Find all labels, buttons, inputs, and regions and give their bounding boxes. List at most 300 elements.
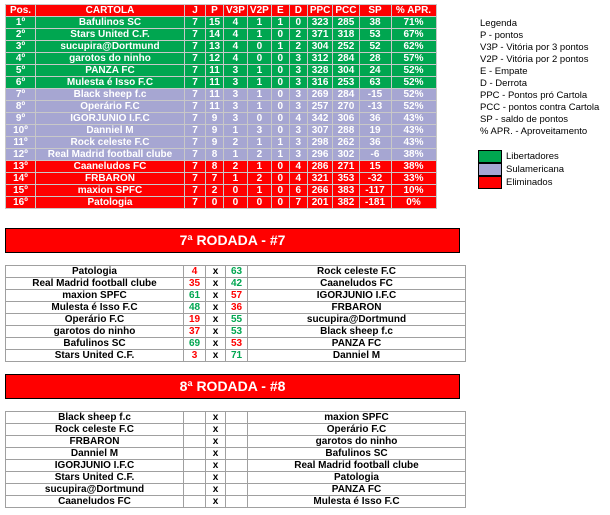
- stat-cell: 262: [333, 137, 359, 149]
- stat-cell: 63: [359, 77, 391, 89]
- stat-cell: 342: [307, 113, 333, 125]
- stat-cell: 1: [271, 17, 289, 29]
- stat-cell: 257: [307, 101, 333, 113]
- stat-cell: 7: [206, 173, 224, 185]
- versus: x: [206, 338, 226, 350]
- stat-cell: 36: [359, 113, 391, 125]
- stat-cell: 67%: [391, 29, 436, 41]
- home-score: 48: [184, 302, 206, 314]
- legend-item: D - Derrota: [480, 78, 527, 89]
- stat-cell: 1: [224, 125, 248, 137]
- versus: x: [206, 290, 226, 302]
- home-team: Real Madrid football clube: [6, 278, 184, 290]
- zone-swatch: [478, 176, 502, 189]
- column-header: PPC: [307, 5, 333, 17]
- stat-cell: 0%: [391, 197, 436, 209]
- stat-cell: 0: [206, 197, 224, 209]
- stat-cell: 3: [289, 101, 307, 113]
- home-team: Patologia: [6, 266, 184, 278]
- stat-cell: 353: [333, 173, 359, 185]
- away-team: PANZA FC: [248, 338, 466, 350]
- stat-cell: 0: [271, 53, 289, 65]
- standings-row: [6, 113, 437, 125]
- stat-cell: -13: [359, 101, 391, 113]
- match-row: [6, 472, 466, 484]
- stat-cell: 52%: [391, 101, 436, 113]
- stat-cell: 4: [289, 161, 307, 173]
- legend-item: P - pontos: [480, 30, 524, 41]
- standings-row: [6, 197, 437, 209]
- home-team: IGORJUNIO I.F.C: [6, 460, 184, 472]
- versus: x: [206, 460, 226, 472]
- stat-cell: 7: [289, 197, 307, 209]
- stat-cell: 62%: [391, 41, 436, 53]
- stat-cell: 33%: [391, 173, 436, 185]
- match-row: [6, 350, 466, 362]
- home-team: Stars United C.F.: [6, 350, 184, 362]
- stat-cell: 371: [307, 29, 333, 41]
- column-header: E: [271, 5, 289, 17]
- away-team: FRBARON: [248, 302, 466, 314]
- team-name: Black sheep f.c: [36, 89, 185, 101]
- stat-cell: 4º: [6, 53, 36, 65]
- zone-legend: [478, 150, 564, 189]
- stat-cell: 1: [247, 65, 271, 77]
- away-team: Patologia: [248, 472, 466, 484]
- away-team: PANZA FC: [248, 484, 466, 496]
- stat-cell: 7: [185, 77, 206, 89]
- team-name: IGORJUNIO I.F.C: [36, 113, 185, 125]
- away-team: Real Madrid football clube: [248, 460, 466, 472]
- stat-cell: 304: [307, 41, 333, 53]
- home-score: 4: [184, 266, 206, 278]
- home-score: [184, 496, 206, 508]
- versus: x: [206, 472, 226, 484]
- column-header: SP: [359, 5, 391, 17]
- stat-cell: 43%: [391, 137, 436, 149]
- versus: x: [206, 266, 226, 278]
- stat-cell: 323: [307, 17, 333, 29]
- team-name: garotos do ninho: [36, 53, 185, 65]
- home-team: Bafulinos SC: [6, 338, 184, 350]
- home-team: Mulesta é Isso F.C: [6, 302, 184, 314]
- stat-cell: 7: [185, 29, 206, 41]
- stat-cell: 3: [224, 113, 248, 125]
- home-team: sucupira@Dortmund: [6, 484, 184, 496]
- stat-cell: 10%: [391, 185, 436, 197]
- away-score: 57: [226, 290, 248, 302]
- away-score: [226, 496, 248, 508]
- stat-cell: 0: [271, 89, 289, 101]
- stat-cell: 252: [333, 41, 359, 53]
- match-row: [6, 460, 466, 472]
- stat-cell: 284: [333, 53, 359, 65]
- stat-cell: 2: [224, 137, 248, 149]
- stat-cell: 7: [185, 173, 206, 185]
- stat-cell: 2: [289, 41, 307, 53]
- stat-cell: 0: [224, 185, 248, 197]
- home-score: 3: [184, 350, 206, 362]
- stat-cell: 1: [247, 161, 271, 173]
- stat-cell: 7: [185, 41, 206, 53]
- stat-cell: 19: [359, 125, 391, 137]
- round-7-banner: 7ª RODADA - #7: [5, 228, 460, 253]
- stat-cell: 7: [185, 113, 206, 125]
- stat-cell: 4: [289, 173, 307, 185]
- standings-row: [6, 17, 437, 29]
- away-score: [226, 412, 248, 424]
- legend-item: % APR. - Aproveitamento: [480, 126, 588, 137]
- stat-cell: 11: [206, 65, 224, 77]
- stat-cell: 0: [271, 77, 289, 89]
- stat-cell: 0: [289, 17, 307, 29]
- stat-cell: 0: [271, 113, 289, 125]
- stat-cell: 266: [307, 185, 333, 197]
- stat-cell: -181: [359, 197, 391, 209]
- home-team: maxion SPFC: [6, 290, 184, 302]
- standings-row: [6, 89, 437, 101]
- stat-cell: 38: [359, 17, 391, 29]
- team-name: FRBARON: [36, 173, 185, 185]
- zone-libertadores: [478, 150, 564, 163]
- home-team: Stars United C.F.: [6, 472, 184, 484]
- stat-cell: 14º: [6, 173, 36, 185]
- standings-row: [6, 161, 437, 173]
- versus: x: [206, 314, 226, 326]
- stat-cell: 0: [271, 173, 289, 185]
- stat-cell: 284: [333, 89, 359, 101]
- stat-cell: -15: [359, 89, 391, 101]
- stat-cell: 1: [271, 41, 289, 53]
- match-row: [6, 266, 466, 278]
- standings-row: [6, 53, 437, 65]
- stat-cell: 3: [289, 53, 307, 65]
- match-row: [6, 412, 466, 424]
- match-row: [6, 290, 466, 302]
- zone-swatch: [478, 150, 502, 163]
- column-header: Pos.: [6, 5, 36, 17]
- stat-cell: 43%: [391, 113, 436, 125]
- stat-cell: 288: [333, 125, 359, 137]
- zone-sulamericana: [478, 163, 564, 176]
- away-score: [226, 424, 248, 436]
- stat-cell: 316: [307, 77, 333, 89]
- match-row: [6, 448, 466, 460]
- home-team: Rock celeste F.C: [6, 424, 184, 436]
- match-row: [6, 278, 466, 290]
- team-name: Stars United C.F.: [36, 29, 185, 41]
- stat-cell: 9: [206, 125, 224, 137]
- legend-item: E - Empate: [480, 66, 528, 77]
- stat-cell: 4: [224, 41, 248, 53]
- stat-cell: 1: [247, 185, 271, 197]
- standings-header-row: [6, 5, 437, 17]
- legend-item: PPC - Pontos pró Cartola: [480, 90, 588, 101]
- team-name: Caaneludos FC: [36, 161, 185, 173]
- stat-cell: 7: [185, 101, 206, 113]
- home-team: Operário F.C: [6, 314, 184, 326]
- stat-cell: 71%: [391, 17, 436, 29]
- stat-cell: 2: [247, 149, 271, 161]
- away-team: sucupira@Dortmund: [248, 314, 466, 326]
- home-score: 19: [184, 314, 206, 326]
- stat-cell: 312: [307, 53, 333, 65]
- stat-cell: 318: [333, 29, 359, 41]
- standings-row: [6, 137, 437, 149]
- standings-table: [5, 4, 437, 209]
- stat-cell: 4: [289, 113, 307, 125]
- stat-cell: -32: [359, 173, 391, 185]
- stat-cell: 306: [333, 113, 359, 125]
- stat-cell: 1: [247, 29, 271, 41]
- away-score: [226, 448, 248, 460]
- home-score: [184, 412, 206, 424]
- stat-cell: 24: [359, 65, 391, 77]
- match-row: [6, 302, 466, 314]
- zone-label: Eliminados: [506, 177, 553, 188]
- column-header: CARTOLA: [36, 5, 185, 17]
- home-score: 61: [184, 290, 206, 302]
- stat-cell: 3: [224, 89, 248, 101]
- column-header: PCC: [333, 5, 359, 17]
- stat-cell: 296: [307, 149, 333, 161]
- round-8-fixtures: [5, 411, 466, 508]
- legend-item: V2P - Vitória por 2 pontos: [480, 54, 589, 65]
- column-header: P: [206, 5, 224, 17]
- away-score: 71: [226, 350, 248, 362]
- home-team: Danniel M: [6, 448, 184, 460]
- away-team: Black sheep f.c: [248, 326, 466, 338]
- standings-row: [6, 185, 437, 197]
- stat-cell: 271: [333, 161, 359, 173]
- stat-cell: 304: [333, 65, 359, 77]
- match-row: [6, 338, 466, 350]
- stat-cell: 269: [307, 89, 333, 101]
- standings-row: [6, 29, 437, 41]
- stat-cell: 0: [271, 197, 289, 209]
- away-score: 55: [226, 314, 248, 326]
- stat-cell: 328: [307, 65, 333, 77]
- stat-cell: 7: [185, 137, 206, 149]
- stat-cell: 201: [307, 197, 333, 209]
- stat-cell: 57%: [391, 53, 436, 65]
- stat-cell: 11: [206, 89, 224, 101]
- stat-cell: 7º: [6, 89, 36, 101]
- stat-cell: 15º: [6, 185, 36, 197]
- away-score: 36: [226, 302, 248, 314]
- standings-row: [6, 77, 437, 89]
- stat-cell: 52%: [391, 65, 436, 77]
- team-name: Rock celeste F.C: [36, 137, 185, 149]
- standings-row: [6, 149, 437, 161]
- stat-cell: 382: [333, 197, 359, 209]
- stat-cell: 38%: [391, 161, 436, 173]
- stat-cell: 7: [185, 197, 206, 209]
- home-score: 37: [184, 326, 206, 338]
- versus: x: [206, 424, 226, 436]
- stat-cell: 2º: [6, 29, 36, 41]
- away-team: Operário F.C: [248, 424, 466, 436]
- legend-item: V3P - Vitória por 3 pontos: [480, 42, 589, 53]
- stat-cell: 1: [271, 137, 289, 149]
- stat-cell: 1: [247, 137, 271, 149]
- stat-cell: 0: [271, 29, 289, 41]
- versus: x: [206, 302, 226, 314]
- stat-cell: 0: [224, 197, 248, 209]
- stat-cell: 11: [206, 101, 224, 113]
- stat-cell: 43%: [391, 125, 436, 137]
- stat-cell: 13º: [6, 161, 36, 173]
- home-score: [184, 472, 206, 484]
- home-score: [184, 460, 206, 472]
- team-name: Bafulinos SC: [36, 17, 185, 29]
- stat-cell: 0: [247, 53, 271, 65]
- round-7-fixtures: [5, 265, 466, 362]
- zone-label: Libertadores: [506, 151, 559, 162]
- stat-cell: 1: [224, 173, 248, 185]
- stat-cell: 9º: [6, 113, 36, 125]
- stat-cell: 3: [289, 77, 307, 89]
- stat-cell: 15: [206, 17, 224, 29]
- team-name: sucupira@Dortmund: [36, 41, 185, 53]
- stat-cell: 3: [289, 137, 307, 149]
- stat-cell: 3: [224, 101, 248, 113]
- standings-row: [6, 125, 437, 137]
- zone-label: Sulamericana: [506, 164, 565, 175]
- away-team: garotos do ninho: [248, 436, 466, 448]
- stat-cell: 3: [289, 125, 307, 137]
- away-team: Danniel M: [248, 350, 466, 362]
- stat-cell: 7: [185, 149, 206, 161]
- column-header: % APR.: [391, 5, 436, 17]
- stat-cell: 6º: [6, 77, 36, 89]
- stat-cell: 4: [224, 53, 248, 65]
- stat-cell: 4: [224, 17, 248, 29]
- versus: x: [206, 412, 226, 424]
- stat-cell: 7: [185, 125, 206, 137]
- stat-cell: 38%: [391, 149, 436, 161]
- away-score: 53: [226, 338, 248, 350]
- legend-item: PCC - pontos contra Cartola: [480, 102, 600, 113]
- versus: x: [206, 278, 226, 290]
- away-score: [226, 436, 248, 448]
- legend: [480, 18, 599, 138]
- stat-cell: 52%: [391, 77, 436, 89]
- team-name: Operário F.C: [36, 101, 185, 113]
- match-row: [6, 314, 466, 326]
- stat-cell: 52: [359, 41, 391, 53]
- team-name: maxion SPFC: [36, 185, 185, 197]
- away-score: [226, 460, 248, 472]
- stat-cell: 1º: [6, 17, 36, 29]
- stat-cell: 12º: [6, 149, 36, 161]
- stat-cell: 383: [333, 185, 359, 197]
- stat-cell: 3: [289, 149, 307, 161]
- stat-cell: 0: [271, 65, 289, 77]
- stat-cell: 7: [185, 65, 206, 77]
- stat-cell: 298: [307, 137, 333, 149]
- stat-cell: 286: [307, 161, 333, 173]
- home-team: FRBARON: [6, 436, 184, 448]
- standings-row: [6, 41, 437, 53]
- versus: x: [206, 484, 226, 496]
- stat-cell: 14: [206, 29, 224, 41]
- stat-cell: 0: [271, 185, 289, 197]
- stat-cell: -6: [359, 149, 391, 161]
- versus: x: [206, 436, 226, 448]
- match-row: [6, 484, 466, 496]
- away-score: [226, 484, 248, 496]
- stat-cell: 302: [333, 149, 359, 161]
- stat-cell: 2: [247, 173, 271, 185]
- stat-cell: 8: [206, 161, 224, 173]
- stat-cell: 53: [359, 29, 391, 41]
- stat-cell: 10º: [6, 125, 36, 137]
- column-header: J: [185, 5, 206, 17]
- stat-cell: 3: [224, 77, 248, 89]
- team-name: Patologia: [36, 197, 185, 209]
- home-score: 69: [184, 338, 206, 350]
- stat-cell: 16º: [6, 197, 36, 209]
- stat-cell: 15: [359, 161, 391, 173]
- stat-cell: 2: [224, 161, 248, 173]
- stat-cell: 13: [206, 41, 224, 53]
- stat-cell: 4: [224, 29, 248, 41]
- stat-cell: 6: [289, 185, 307, 197]
- home-team: Caaneludos FC: [6, 496, 184, 508]
- home-team: garotos do ninho: [6, 326, 184, 338]
- stat-cell: 12: [206, 53, 224, 65]
- stat-cell: 3: [289, 65, 307, 77]
- home-score: [184, 484, 206, 496]
- stat-cell: 9: [206, 137, 224, 149]
- stat-cell: 2: [289, 29, 307, 41]
- stat-cell: 0: [271, 161, 289, 173]
- stat-cell: 11º: [6, 137, 36, 149]
- stat-cell: 36: [359, 137, 391, 149]
- column-header: V2P: [247, 5, 271, 17]
- stat-cell: -117: [359, 185, 391, 197]
- stat-cell: 0: [247, 113, 271, 125]
- stat-cell: 7: [185, 161, 206, 173]
- away-team: Rock celeste F.C: [248, 266, 466, 278]
- match-row: [6, 326, 466, 338]
- stat-cell: 2: [206, 185, 224, 197]
- home-score: 35: [184, 278, 206, 290]
- stat-cell: 7: [185, 17, 206, 29]
- column-header: D: [289, 5, 307, 17]
- away-score: [226, 472, 248, 484]
- legend-title: Legenda: [480, 18, 517, 29]
- match-row: [6, 436, 466, 448]
- versus: x: [206, 326, 226, 338]
- stat-cell: 321: [307, 173, 333, 185]
- match-row: [6, 496, 466, 508]
- stat-cell: 3: [224, 65, 248, 77]
- stat-cell: 3: [289, 89, 307, 101]
- stat-cell: 1: [247, 17, 271, 29]
- stat-cell: 7: [185, 185, 206, 197]
- stat-cell: 28: [359, 53, 391, 65]
- stat-cell: 1: [224, 149, 248, 161]
- standings-row: [6, 65, 437, 77]
- stat-cell: 285: [333, 17, 359, 29]
- versus: x: [206, 350, 226, 362]
- stat-cell: 1: [247, 89, 271, 101]
- stat-cell: 8º: [6, 101, 36, 113]
- versus: x: [206, 496, 226, 508]
- column-header: V3P: [224, 5, 248, 17]
